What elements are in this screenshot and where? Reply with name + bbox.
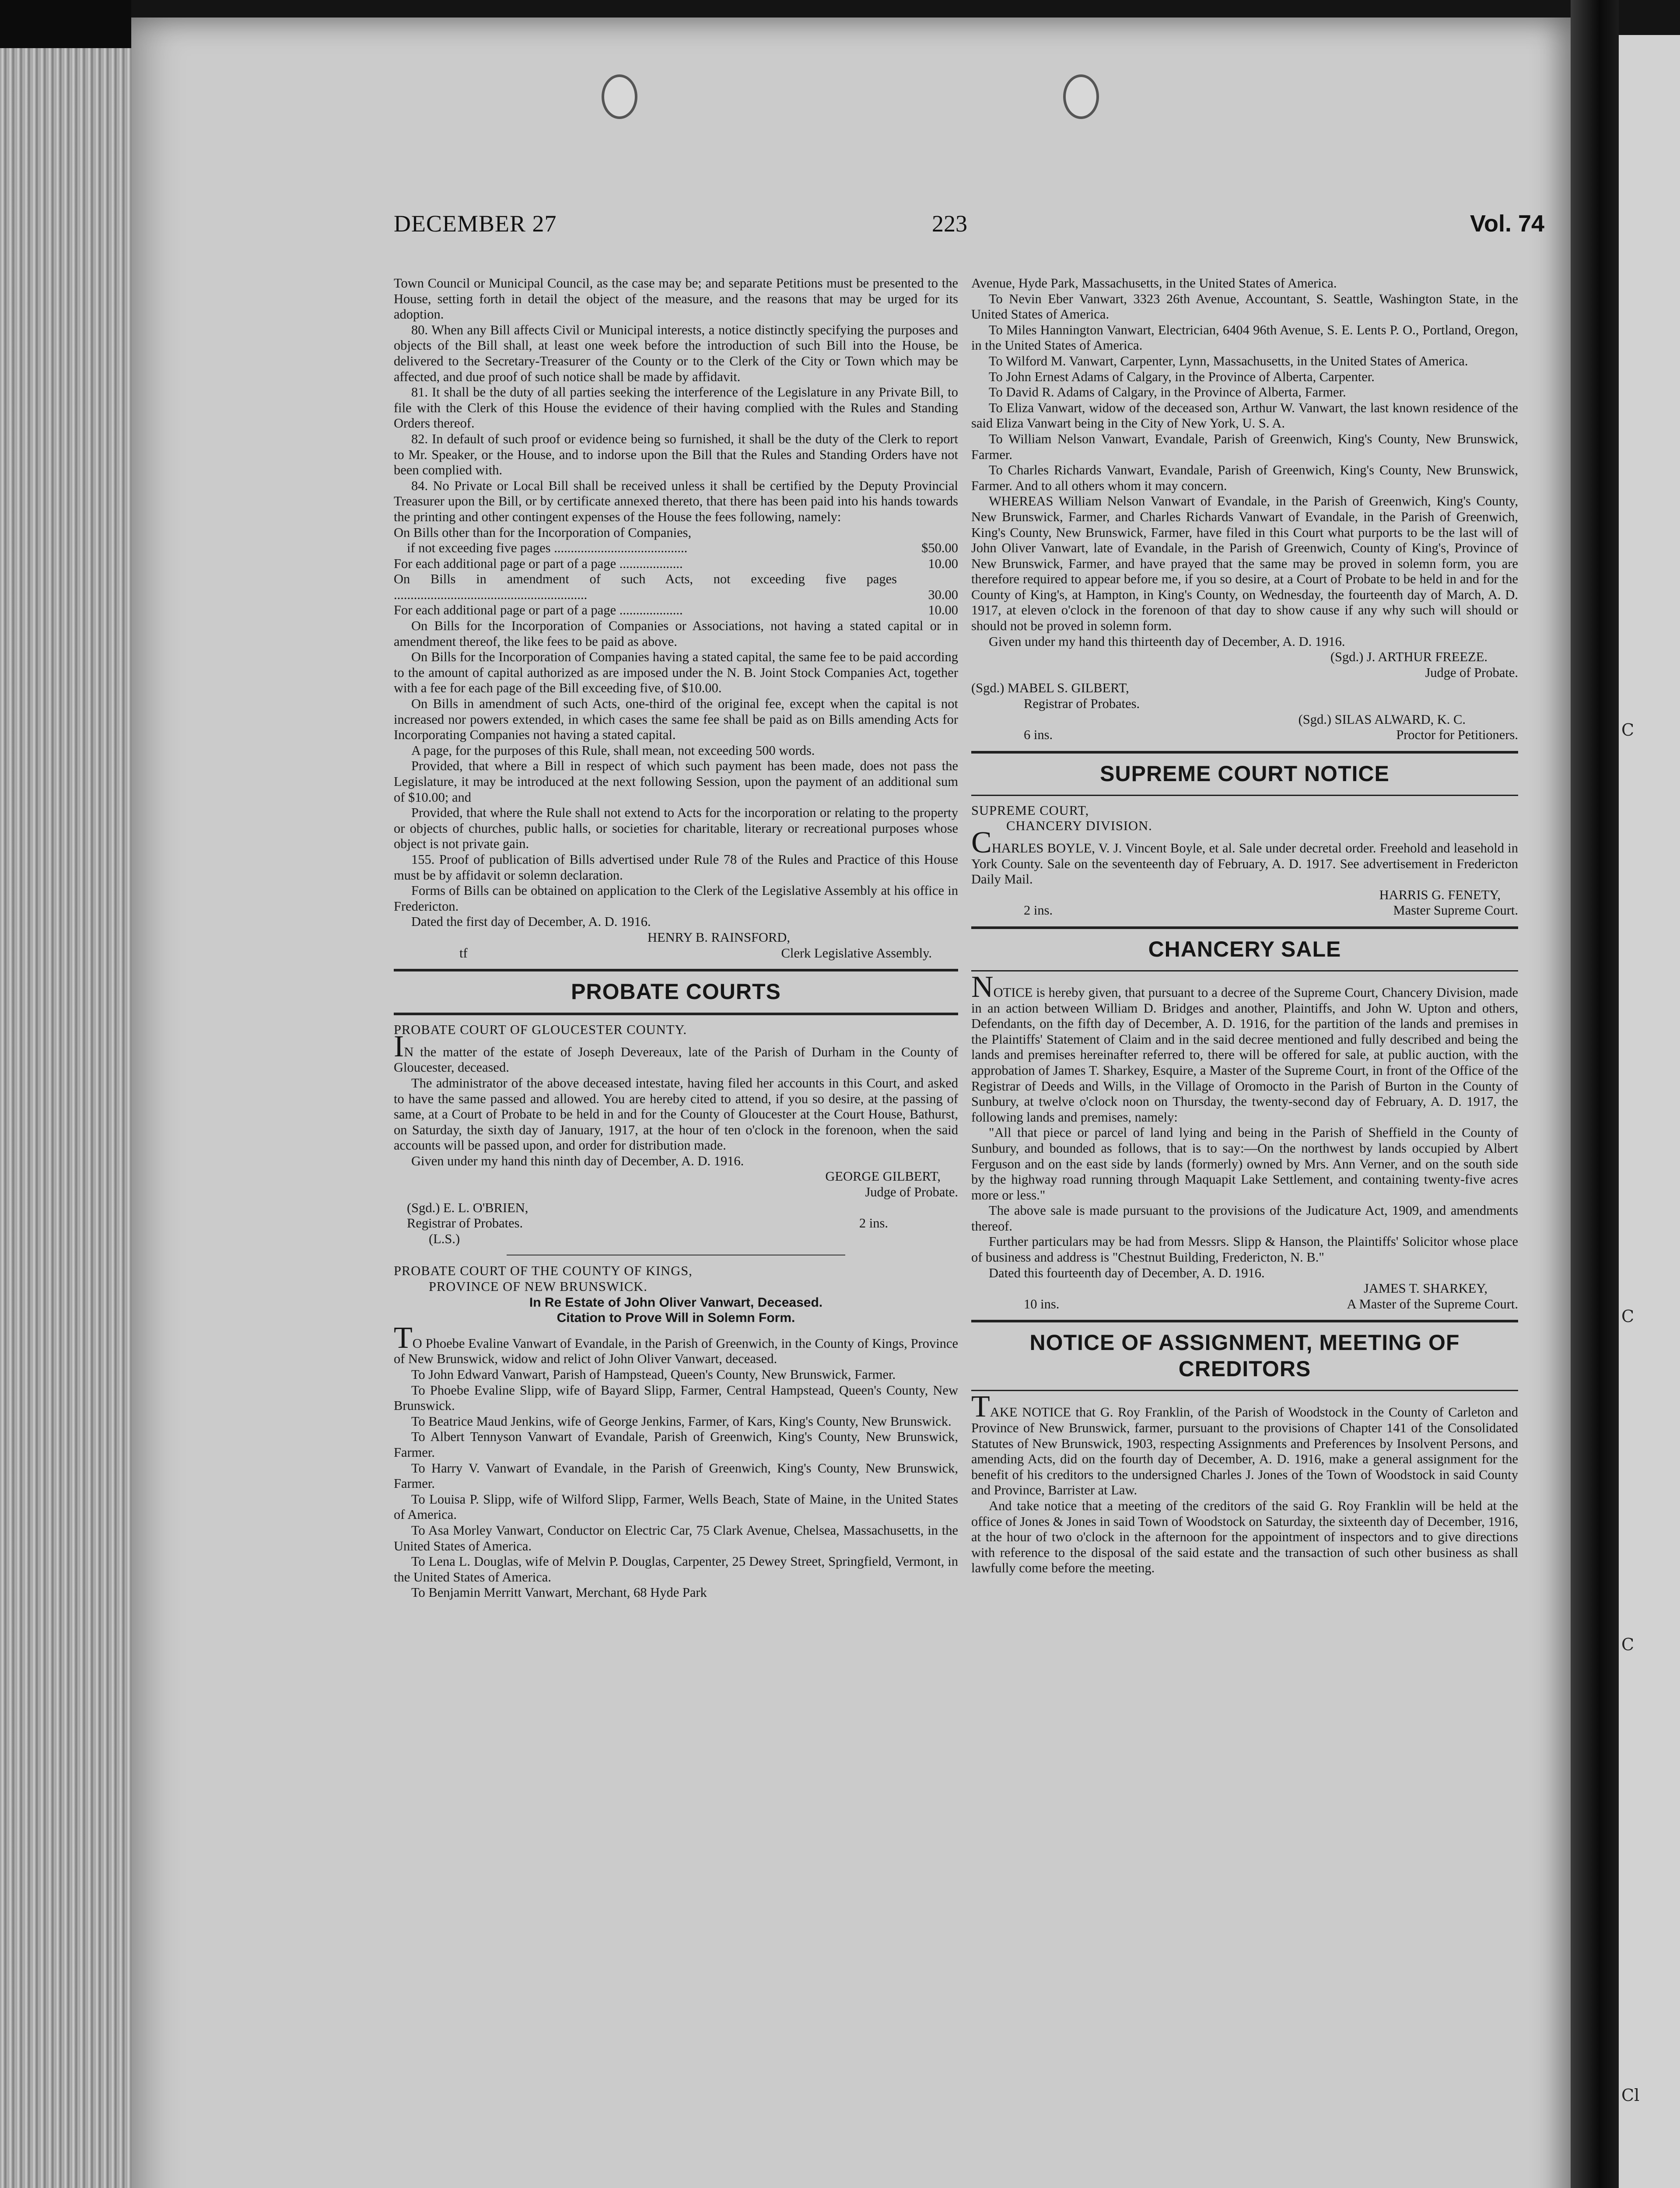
court-name: SUPREME COURT, (971, 803, 1089, 818)
section-rule (971, 751, 1518, 754)
section-heading: SUPREME COURT NOTICE (1100, 761, 1390, 786)
rule-paragraph: Provided, that where a Bill in respect of which such payment has been made, does not pass the Legislature, it may be introduced at the next following Session, upon the payment of an additional sum of $10.00; and (394, 758, 958, 805)
rule-paragraph: 84. No Private or Local Bill shall be received unless it shall be certified by the Deputy Provincial Treasurer upon the Bill, or by certificate annexed thereto, that there has been paid into his hands towards the printing and other contingent expenses of the House the fees following, namely: (394, 478, 958, 524)
notice-paragraph: TAKE NOTICE that G. Roy Franklin, of the Parish of Woodstock in the County of Carleton and Province of New Brunswick, farmer, pursuant to the provisions of Chapter 141 of the Consolidated Statutes of New Brunswick, 1903, respecting Assignments and Preferences by Insolvent Persons, and amending Acts, did on the fourth day of December, A. D. 1916, make a general assignment for the benefit of his creditors to the undersigned Charles J. Jones of the Town of Woodstock in said County and Province, Barrister at Law. (971, 1390, 1518, 1498)
addressee-paragraph: To Benjamin Merritt Vanwart, Merchant, 68 Hyde Park (411, 1585, 707, 1600)
insertion-count: 10 ins. (1024, 1296, 1060, 1311)
volume-number: Vol. 74 (1470, 210, 1545, 237)
signature-row (394, 946, 958, 961)
proctor-title: Proctor for Petitioners. (1396, 727, 1518, 743)
fee-amount: 30.00 (928, 587, 958, 602)
rule-paragraph: A page, for the purposes of this Rule, shall mean, not exceeding 500 words. (411, 743, 815, 758)
page-number: 223 (932, 210, 967, 237)
judge-title: Judge of Probate. (865, 1185, 958, 1200)
rule-paragraph: 82. In default of such proof or evidence being so furnished, it shall be the duty of the Clerk to report to Mr. Speaker, or the House, and to indorse upon the Bill that the Rules and Standing Orders have not been complied with. (394, 431, 958, 478)
signer-title: Master Supreme Court. (1393, 903, 1518, 918)
addressee-paragraph: To Miles Hannington Vanwart, Electrician, 6404 96th Avenue, S. E. Lents P. O., Portland, Oregon, in the United States of America. (971, 322, 1518, 353)
running-head-date: DECEMBER 27 (394, 210, 557, 237)
binding-ring-right (1063, 74, 1099, 119)
left-column (394, 276, 958, 1601)
fee-amount: 10.00 (928, 603, 958, 618)
addressee-paragraph: To John Edward Vanwart, Parish of Hampstead, Queen's County, New Brunswick, Farmer. (411, 1367, 896, 1382)
notice-paragraph: "All that piece or parcel of land lying and being in the Parish of Sheffield in the County of Sunbury, and bounded as follows, that is to say:—On the northwest by lands occupied by Albert Ferguson and on the east side by lands (formerly) owned by Mrs. Ann Verner, and on the south side by the highway road running through Maquapit Lake Settlement, and containing twenty-five acres more or less." (971, 1125, 1518, 1203)
signer-name: HARRIS G. FENETY, (1379, 887, 1501, 902)
signature-row (971, 1297, 1518, 1312)
estate-title: In Re Estate of John Oliver Vanwart, Deceased. (529, 1295, 823, 1310)
fee-amount: 10.00 (928, 556, 958, 571)
judge-name: GEORGE GILBERT, (825, 1169, 941, 1184)
section-rule (394, 1013, 958, 1015)
addressee-paragraph: To Harry V. Vanwart of Evandale, in the Parish of Greenwich, King's County, New Brunswick, Farmer. (394, 1460, 958, 1491)
judge-name: (Sgd.) J. ARTHUR FREEZE. (1330, 649, 1488, 665)
section-rule (971, 926, 1518, 929)
notice-paragraph: The administrator of the above deceased intestate, having filed her accounts in this Court, and asked to have the same passed and allowed. You are hereby cited to attend, if you so desire, at the passing of same, at a Court of Probate to be held in and for the County of Gloucester at the Court House, Bathurst, on Saturday, the sixth day of January, 1917, at the hour of ten o'clock in the forenoon, when the said accounts will be passed upon, and order for distribution made. (394, 1075, 958, 1153)
till-forbid-mark: tf (459, 945, 468, 961)
kings-probate-notice-continued (971, 276, 1518, 743)
registrar-title: Registrar of Probates. (407, 1216, 523, 1231)
proctor-name: (Sgd.) SILAS ALWARD, K. C. (1298, 712, 1466, 727)
notice-paragraph: CHARLES BOYLE, V. J. Vincent Boyle, et al. Sale under decretal order. Freehold and leasehold in York County. Sale on the seventeenth day of February, A. D. 1917. See advertisement in Fredericton Daily Mail. (971, 826, 1518, 887)
adjacent-page-fragment: C (1621, 1307, 1634, 1326)
proctor-row (971, 727, 1518, 743)
section-heading: NOTICE OF ASSIGNMENT, MEETING OF CREDITORS (1029, 1330, 1460, 1382)
addressee-paragraph: To David R. Adams of Calgary, in the Province of Alberta, Farmer. (989, 385, 1346, 400)
judge-title: Judge of Probate. (1425, 665, 1518, 680)
section-heading: CHANCERY SALE (1148, 936, 1341, 961)
kings-probate-notice (394, 1263, 958, 1600)
dated-line: Dated this fourteenth day of December, A. D. 1916. (989, 1265, 1265, 1280)
rule-paragraph: 80. When any Bill affects Civil or Municipal interests, a notice distinctly specifying the purposes and objects of the Bill shall, at least one week before the introduction of such Bill into the House, be delivered to the Secretary-Treasurer of the County or to the Clerk of the City or Town which may be affected, and due proof of such notice shall be made by affidavit. (394, 322, 958, 384)
addressee-paragraph: TO Phoebe Evaline Vanwart of Evandale, in the Parish of Greenwich, in the County of Kings, Province of New Brunswick, widow and relict of John Oliver Vanwart, deceased. (394, 1321, 958, 1367)
binding-ring-left (602, 74, 637, 119)
addressee-paragraph: Avenue, Hyde Park, Massachusetts, in the United States of America. (971, 276, 1337, 291)
fee-row (394, 540, 958, 556)
adjacent-page-fragment: C (1621, 1635, 1634, 1654)
rule-paragraph: 81. It shall be the duty of all parties seeking the interference of the Legislature in any Private Bill, to file with the Clerk of this House the evidence of their having complied with the Rules and Standing Orders thereof. (394, 385, 958, 431)
standing-orders-notice (394, 276, 958, 961)
addressee-paragraph: To Beatrice Maud Jenkins, wife of George Jenkins, Farmer, of Kars, King's County, New Brunswick. (411, 1413, 952, 1429)
signature-row (971, 903, 1518, 919)
notice-paragraph: And take notice that a meeting of the creditors of the said G. Roy Franklin will be held at the office of Jones & Jones in said Town of Woodstock on Saturday, the sixteenth day of December, 1916, at the hour of two o'clock in the afternoon for the appointment of inspectors and to give directions with reference to the disposal of the said estate and the transaction of such other business as shall lawfully come before the meeting. (971, 1498, 1518, 1576)
registrar-name: (Sgd.) E. L. O'BRIEN, (407, 1200, 528, 1215)
fee-row (394, 556, 958, 572)
section-heading: PROBATE COURTS (571, 979, 781, 1004)
addressee-paragraph: To Nevin Eber Vanwart, 3323 26th Avenue, Accountant, S. Seattle, Washington State, in the United States of America. (971, 291, 1518, 322)
chancery-sale-notice (971, 970, 1518, 1312)
section-rule (394, 969, 958, 971)
addressee-paragraph: To Louisa P. Slipp, wife of Wilford Slipp, Farmer, Wells Beach, State of Maine, in the United States of America. (394, 1491, 958, 1522)
rule-paragraph: 155. Proof of publication of Bills advertised under Rule 78 of the Rules and Practice of this House must be by affidavit or solemn declaration. (394, 852, 958, 883)
court-province: PROVINCE OF NEW BRUNSWICK. (429, 1279, 648, 1294)
addressee-paragraph: To Phoebe Evaline Slipp, wife of Bayard Slipp, Farmer, Central Hampstead, Queen's County, New Brunswick. (394, 1382, 958, 1413)
fee-row (394, 572, 958, 603)
signer-name: JAMES T. SHARKEY, (1363, 1281, 1488, 1296)
given-line: Given under my hand this thirteenth day of December, A. D. 1916. (989, 634, 1345, 649)
fee-label: On Bills in amendment of such Acts, not exceeding five pages .......................................................... (394, 572, 897, 602)
rule-paragraph: Town Council or Municipal Council, as the case may be; and separate Petitions must be presented to the House, setting forth in detail the object of the measure, and the reasons that may be urged for its adoption. (394, 276, 958, 322)
fee-row (394, 603, 958, 618)
section-rule (971, 970, 1518, 971)
right-column (971, 276, 1518, 1576)
court-name: PROBATE COURT OF THE COUNTY OF KINGS, (394, 1263, 693, 1279)
notice-paragraph: NOTICE is hereby given, that pursuant to a decree of the Supreme Court, Chancery Division, made in an action between William D. Bridges and another, Plaintiffs, and John W. Upton and others, Defendants, on the fifth day of December, A. D. 1916, for the partition of the lands and premises in the Plaintiffs' Statement of Claim and in the said decree mentioned and fully described and being the lands and premises hereinafter referred to, there will be offered for sale, at public auction, with the approbation of James T. Sharkey, Esquire, a Master of the Supreme Court, in front of the Office of the Registrar of Deeds and Wills, in the Village of Oromocto in the Parish of Burton in the County of Sunbury, at twelve o'clock noon on Thursday, the twenty-second day of February, A. D. 1917, the following lands and premises, namely: (971, 970, 1518, 1125)
addressee-paragraph: To Lena L. Douglas, wife of Melvin P. Douglas, Carpenter, 25 Dewey Street, Springfield, Vermont, in the United States of America. (394, 1554, 958, 1585)
rule-paragraph: Forms of Bills can be obtained on application to the Clerk of the Legislative Assembly at his office in Fredericton. (394, 883, 958, 914)
assignment-notice (971, 1390, 1518, 1576)
adjacent-page-fragment: C (1621, 720, 1634, 740)
signer-title: Clerk Legislative Assembly. (781, 945, 932, 961)
rule-paragraph: On Bills in amendment of such Acts, one-third of the original fee, except when the capital is not increased nor powers extended, in which cases the same fee shall be paid as on Bills amending Acts for Incorporating Companies not having a stated capital. (394, 696, 958, 743)
section-rule (971, 795, 1518, 796)
seal-mark: (L.S.) (429, 1231, 460, 1246)
registrar-row (394, 1216, 888, 1231)
adjacent-page-edge (1619, 35, 1680, 2188)
whereas-paragraph: WHEREAS William Nelson Vanwart of Evandale, in the Parish of Greenwich, King's County, New Brunswick, Farmer, and Charles Richards Vanwart of Evandale, in the Parish of Greenwich, King's County, New Brunswick, Farmer, have filed in this Court what purports to be the last will of John Oliver Vanwart, late of Evandale, in the Parish of Greenwich, County of King's, Province of New Brunswick, Farmer, and have prayed that the same may be proved in solemn form, you are therefore required to appear before me, if you so desire, at a Court of Probate to be held in and for the County of King's, at Hampton, in King's County, on Wednesday, the fourteenth day of March, A. D. 1917, at eleven o'clock in the forenoon of that day to show cause if any why such will should or should not be proved in solemn form. (971, 494, 1518, 634)
notice-paragraph: The above sale is made pursuant to the provisions of the Judicature Act, 1909, and amendments thereof. (971, 1203, 1518, 1234)
notice-paragraph: Given under my hand this ninth day of December, A. D. 1916. (411, 1153, 744, 1168)
fee-label: if not exceeding five pages ........................................ (407, 540, 688, 556)
book-shadow (0, 0, 131, 48)
book-gutter (1571, 0, 1619, 2188)
fee-label: For each additional page or part of a page ................... (394, 556, 683, 571)
court-name: PROBATE COURT OF GLOUCESTER COUNTY. (394, 1022, 687, 1038)
court-division: CHANCERY DIVISION. (1006, 818, 1152, 834)
adjacent-page-fragment: Cl (1621, 2086, 1640, 2105)
signer-title: A Master of the Supreme Court. (1347, 1296, 1518, 1311)
citation-title: Citation to Prove Will in Solemn Form. (556, 1311, 795, 1325)
section-rule (971, 1390, 1518, 1391)
addressee-paragraph: To Wilford M. Vanwart, Carpenter, Lynn, Massachusetts, in the United States of America. (989, 353, 1468, 368)
addressee-paragraph: To Charles Richards Vanwart, Evandale, Parish of Greenwich, King's County, New Brunswick, Farmer. And to all others whom it may concern. (971, 463, 1518, 493)
supreme-court-notice (971, 803, 1518, 919)
section-rule (971, 1320, 1518, 1322)
notice-paragraph: Further particulars may be had from Messrs. Slipp & Hanson, the Plaintiffs' Solicitor whose place of business and address is "Chestnut Building, Fredericton, N. B." (971, 1234, 1518, 1265)
registrar-name: (Sgd.) MABEL S. GILBERT, (971, 680, 1129, 696)
addressee-paragraph: To William Nelson Vanwart, Evandale, Parish of Greenwich, King's County, New Brunswick, Farmer. (971, 431, 1518, 462)
addressee-paragraph: To John Ernest Adams of Calgary, in the Province of Alberta, Carpenter. (989, 369, 1375, 384)
fee-amount: $50.00 (921, 540, 958, 556)
insertion-count: 6 ins. (1024, 727, 1053, 743)
rule-paragraph: On Bills for the Incorporation of Companies having a stated capital, the same fee to be paid according to the amount of capital authorized as are imposed under the N. B. Joint Stock Companies Act, together with a fee for each page of the Bill exceeding five, of $10.00. (394, 649, 958, 696)
stacked-page-edges (0, 48, 131, 2188)
dated-line: Dated the first day of December, A. D. 1916. (411, 914, 651, 929)
fee-label: For each additional page or part of a page ................... (394, 603, 683, 618)
addressee-paragraph: To Albert Tennyson Vanwart of Evandale, Parish of Greenwich, King's County, New Brunswick, Farmer. (394, 1429, 958, 1460)
rule-paragraph: On Bills for the Incorporation of Companies or Associations, not having a stated capital or in amendment thereof, the like fees to be paid as above. (394, 618, 958, 649)
insertion-count: 2 ins. (1024, 903, 1053, 918)
gloucester-probate-notice (394, 1022, 958, 1247)
insertion-count: 2 ins. (859, 1216, 888, 1231)
addressee-paragraph: To Asa Morley Vanwart, Conductor on Electric Car, 75 Clark Avenue, Chelsea, Massachusetts, in the United States of America. (394, 1522, 958, 1553)
rule-paragraph: Provided, that where the Rule shall not extend to Acts for the incorporation or relating to the property or objects of churches, public halls, or societies for charitable, literary or recreational purposes whose object is not private gain. (394, 805, 958, 852)
addressee-paragraph: To Eliza Vanwart, widow of the deceased son, Arthur W. Vanwart, the last known residence of the said Eliza Vanwart being in the City of New York, U. S. A. (971, 400, 1518, 431)
fee-intro: On Bills other than for the Incorporation of Companies, (394, 525, 692, 540)
notice-paragraph: IN the matter of the estate of Joseph Devereaux, late of the Parish of Durham in the County of Gloucester, deceased. (394, 1029, 958, 1075)
registrar-title: Registrar of Probates. (1024, 696, 1140, 712)
signer-name: HENRY B. RAINSFORD, (648, 929, 790, 945)
